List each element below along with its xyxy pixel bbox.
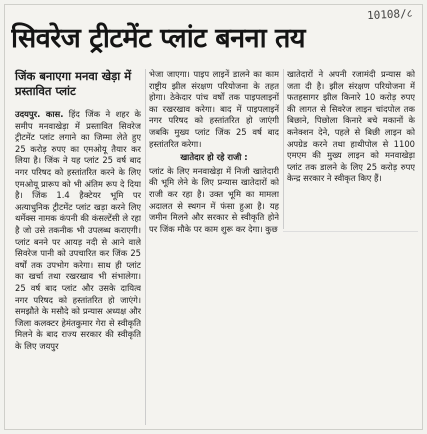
article-column-1 xyxy=(15,109,141,427)
column-rule xyxy=(283,69,284,229)
column-1-text: हिंद जिंक ने शहर के समीप मनवाखेड़ा में प्रस्तावित सिवरेज ट्रीटमेंट प्लांट लगाने का जिम्मा लेते हुए 25 करोड़ रुपए का एमओयू तैयार कर लिया है। जिंक ने यह प्लांट 25 वर्ष बाद नगर परिषद को हस्तांतरित करने के लिए एमओयू प्रारूप को भी अंतिम रूप दे दिया है। जिंक 1.4 हैक्टेयर भूमि पर अत्याधुनिक ट्रीटमेंट प्लांट खड़ा करने लिए थर्मेक्स नामक कंपनी की कंसल्टेंसी ले रहा है जो उसे तकनीक भी उपलब्ध कराएगी। प्लांट बनने पर आयड़ नदी से आने वाले सिवरेज पानी को उपचारित कर जिंक 25 वर्षों तक उपभोग करेगा। साथ ही प्लांट का खर्चा तथा रखरखाव भी संभालेगा। 25 वर्ष बाद प्लांट और उसके दायित्व नगर परिषद को हस्तांतरित हो जाएंगे। समझौते के मसौदे को प्रन्यास अध्यक्ष और जिला कलक्टर हेमंतकुमार गेरा से स्वीकृति मिलने के बाद राज्य सरकार की स्वीकृति के लिए जयपुर xyxy=(15,109,141,351)
clipping-edge xyxy=(283,231,418,232)
article-column-2 xyxy=(149,69,279,427)
section-subheading: खातेदार हो रहे राजी : xyxy=(180,152,248,163)
newspaper-clipping xyxy=(4,4,423,430)
article-column-3 xyxy=(287,69,415,229)
subheadline: जिंक बनाएगा मनवा खेड़ा में प्रस्तावित प्लांट xyxy=(15,69,132,98)
column-2-text-part-1: भेजा जाएगा। पाइप लाइनें डालने का काम राष्ट्रीय झील संरक्षण परियोजना के तहत होगा। ठेकेदार पांच वर्षों तक पाइपलाइनों का रखरखाव करेगा। बाद में पाइपलाइनें नगर परिषद को हस्तांतरित हो जाएंगी जबकि मुख्य प्लांट जिंक 25 वर्ष बाद हस्तांतरित करेगा। xyxy=(149,69,279,149)
handwritten-date: 10108/८ xyxy=(366,6,413,23)
headline: सिवरेज ट्रीटमेंट प्लांट बनना तय xyxy=(11,23,306,54)
column-3-text: खातेदारों ने अपनी रजामंदी प्रन्यास को जता दी है। झील संरक्षण परियोजना में फतहसागर झील किनारे 10 करोड़ रुपए की लागत से सिवरेज लाइन चांदपोल तक बिछाने, पिछोला किनारे बचे मकानों के कनेक्शन देने, पहले से बिछी लाइन को अपग्रेड करने तथा हाथीपोल से 1100 एमएम की मुख्य लाइन को मनवाखेड़ा प्लांट तक डालने के लिए 25 करोड़ रुपए केन्द्र सरकार ने स्वीकृत किए हैं। xyxy=(287,69,415,184)
column-2-text-part-2: प्लांट के लिए मनवाखेड़ा में निजी खातेदारी की भूमि लेने के लिए प्रन्यास खातेदारों को राजी कर रहा है। उक्त भूमि का मामला अदालत से स्थगन में फंसा हुआ है। यह जमीन मिलने और सरकार से स्वीकृति होने पर जिंक मौके पर काम शुरू कर देगा। कुछ xyxy=(149,165,279,234)
dateline: उदयपुर. कास. xyxy=(15,109,64,119)
column-rule xyxy=(145,69,146,425)
